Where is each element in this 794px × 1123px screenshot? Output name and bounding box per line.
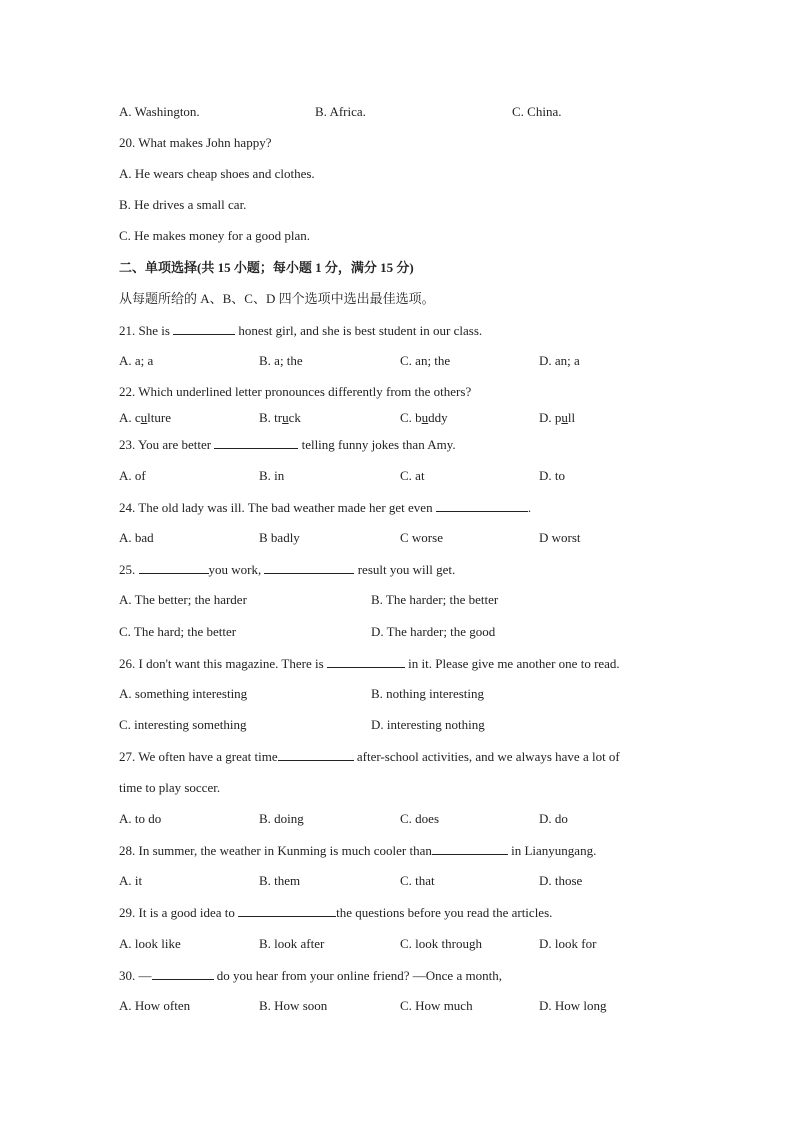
q21-option-b: B. a; the [259, 353, 303, 368]
q21-stem-post: honest girl, and she is best student in our class. [235, 323, 483, 338]
q25-blank-2 [264, 561, 354, 574]
q30-stem-post: do you hear from your online friend? —Once a month, [213, 968, 502, 983]
q22-option-d-underlined: u [561, 410, 568, 425]
q19-option-a: A. Washington. [119, 104, 200, 119]
q27-blank [278, 748, 354, 761]
q22-option-d-label: D. [539, 410, 555, 425]
q21-blank [173, 322, 235, 335]
q24-option-c: C worse [400, 530, 443, 545]
q22-option-b-underlined: u [282, 410, 289, 425]
q25-option-d: D. The harder; the good [371, 624, 496, 639]
q29-stem-post: the questions before you read the articles. [336, 905, 553, 920]
q28-stem-pre: 28. In summer, the weather in Kunming is much cooler than [119, 843, 432, 858]
q21-option-a: A. a; a [119, 353, 154, 368]
q24-option-a: A. bad [119, 530, 154, 545]
q27-option-a: A. to do [119, 811, 162, 826]
q23-blank [214, 436, 298, 449]
q29-option-c: C. look through [400, 936, 482, 951]
q22-option-c-underlined: u [421, 410, 429, 425]
q22-option-b-label: B. [259, 410, 275, 425]
q30-option-c: C. How much [400, 998, 473, 1013]
q25-option-b: B. The harder; the better [371, 592, 499, 607]
q19-option-c: C. China. [512, 104, 562, 119]
q28-option-b: B. them [259, 873, 301, 888]
q26-option-c: C. interesting something [119, 717, 247, 732]
q26-stem-post: in it. Please give me another one to read. [404, 656, 620, 671]
q24-option-b: B badly [259, 530, 300, 545]
q22-option-a-start: c [134, 410, 141, 425]
q29-blank [238, 904, 336, 917]
q28-stem [119, 842, 596, 859]
q25-stem [119, 561, 455, 578]
q22-option-c-end: ddy [428, 410, 448, 425]
q30-option-a: A. How often [119, 998, 191, 1013]
q21-stem [119, 322, 482, 339]
q29-stem [119, 904, 552, 921]
q20-option-c: C. He makes money for a good plan. [119, 228, 310, 243]
q23-stem [119, 436, 456, 453]
q22-option-b [259, 410, 301, 426]
section-instruction: 从每题所给的 A、B、C、D 四个选项中选出最佳选项。 [119, 291, 435, 306]
q20-option-a: A. He wears cheap shoes and clothes. [119, 166, 315, 181]
q22-option-d-end: ll [567, 410, 576, 425]
q28-option-a: A. it [119, 873, 143, 888]
q25-option-a: A. The better; the harder [119, 592, 247, 607]
q21-option-c: C. an; the [400, 353, 451, 368]
q22-stem: 22. Which underlined letter pronounces differently from the others? [119, 384, 472, 399]
q29-option-d: D. look for [539, 936, 597, 951]
q29-option-a: A. look like [119, 936, 181, 951]
q23-option-a: A. of [119, 468, 146, 483]
q22-option-a-label: A. [119, 410, 135, 425]
q22-option-a-underlined: u [140, 410, 148, 425]
q24-stem-post: . [527, 500, 532, 515]
q21-option-d: D. an; a [539, 353, 580, 368]
q25-stem-post: result you will get. [354, 562, 456, 577]
q19-option-b: B. Africa. [315, 104, 366, 119]
q22-option-a-end: lture [147, 410, 171, 425]
q30-stem-pre: 30. — [119, 968, 152, 983]
q24-stem [119, 499, 531, 516]
q24-option-d: D worst [539, 530, 581, 545]
q23-option-d: D. to [539, 468, 565, 483]
q27-stem-post: after-school activities, and we always have a lot of [353, 749, 620, 764]
q30-option-d: D. How long [539, 998, 607, 1013]
q29-option-b: B. look after [259, 936, 325, 951]
q22-option-c [400, 410, 448, 426]
section-heading: 二、单项选择(共 15 小题；每小题 1 分，满分 15 分) [119, 260, 414, 275]
q26-option-d: D. interesting nothing [371, 717, 485, 732]
q26-blank [327, 655, 405, 668]
q25-option-c: C. The hard; the better [119, 624, 237, 639]
q25-stem-pre: 25. [119, 562, 139, 577]
q26-option-a: A. something interesting [119, 686, 248, 701]
q22-option-c-label: C. [400, 410, 416, 425]
q24-stem-pre: 24. The old lady was ill. The bad weather made her get even [119, 500, 436, 515]
q28-blank [432, 842, 508, 855]
q20-option-b: B. He drives a small car. [119, 197, 247, 212]
q22-option-c-start: b [415, 410, 422, 425]
q27-stem-line2: time to play soccer. [119, 780, 221, 795]
q25-blank-1 [139, 561, 209, 574]
q27-stem [119, 748, 620, 765]
q27-stem-pre: 27. We often have a great time [119, 749, 278, 764]
q27-option-b: B. doing [259, 811, 304, 826]
q28-option-c: C. that [400, 873, 435, 888]
q22-option-a [119, 410, 171, 426]
q27-option-d: D. do [539, 811, 568, 826]
q26-option-b: B. nothing interesting [371, 686, 485, 701]
q20-stem: 20. What makes John happy? [119, 135, 272, 150]
q24-blank [436, 499, 528, 512]
q23-option-c: C. at [400, 468, 425, 483]
q23-stem-pre: 23. You are better [119, 437, 215, 452]
q30-option-b: B. How soon [259, 998, 328, 1013]
q30-stem [119, 967, 502, 984]
q26-stem-pre: 26. I don't want this magazine. There is [119, 656, 327, 671]
q22-option-d [539, 410, 575, 426]
q26-stem [119, 655, 620, 672]
q23-option-b: B. in [259, 468, 285, 483]
q25-stem-mid: you work, [208, 562, 265, 577]
q22-option-b-end: ck [288, 410, 301, 425]
q21-stem-pre: 21. She is [119, 323, 174, 338]
q29-stem-pre: 29. It is a good idea to [119, 905, 239, 920]
q27-option-c: C. does [400, 811, 439, 826]
q23-stem-post: telling funny jokes than Amy. [298, 437, 456, 452]
q22-option-b-start: tr [274, 410, 283, 425]
q28-stem-post: in Lianyungang. [507, 843, 597, 858]
q22-option-d-start: p [554, 410, 562, 425]
q30-blank [152, 967, 214, 980]
q28-option-d: D. those [539, 873, 583, 888]
